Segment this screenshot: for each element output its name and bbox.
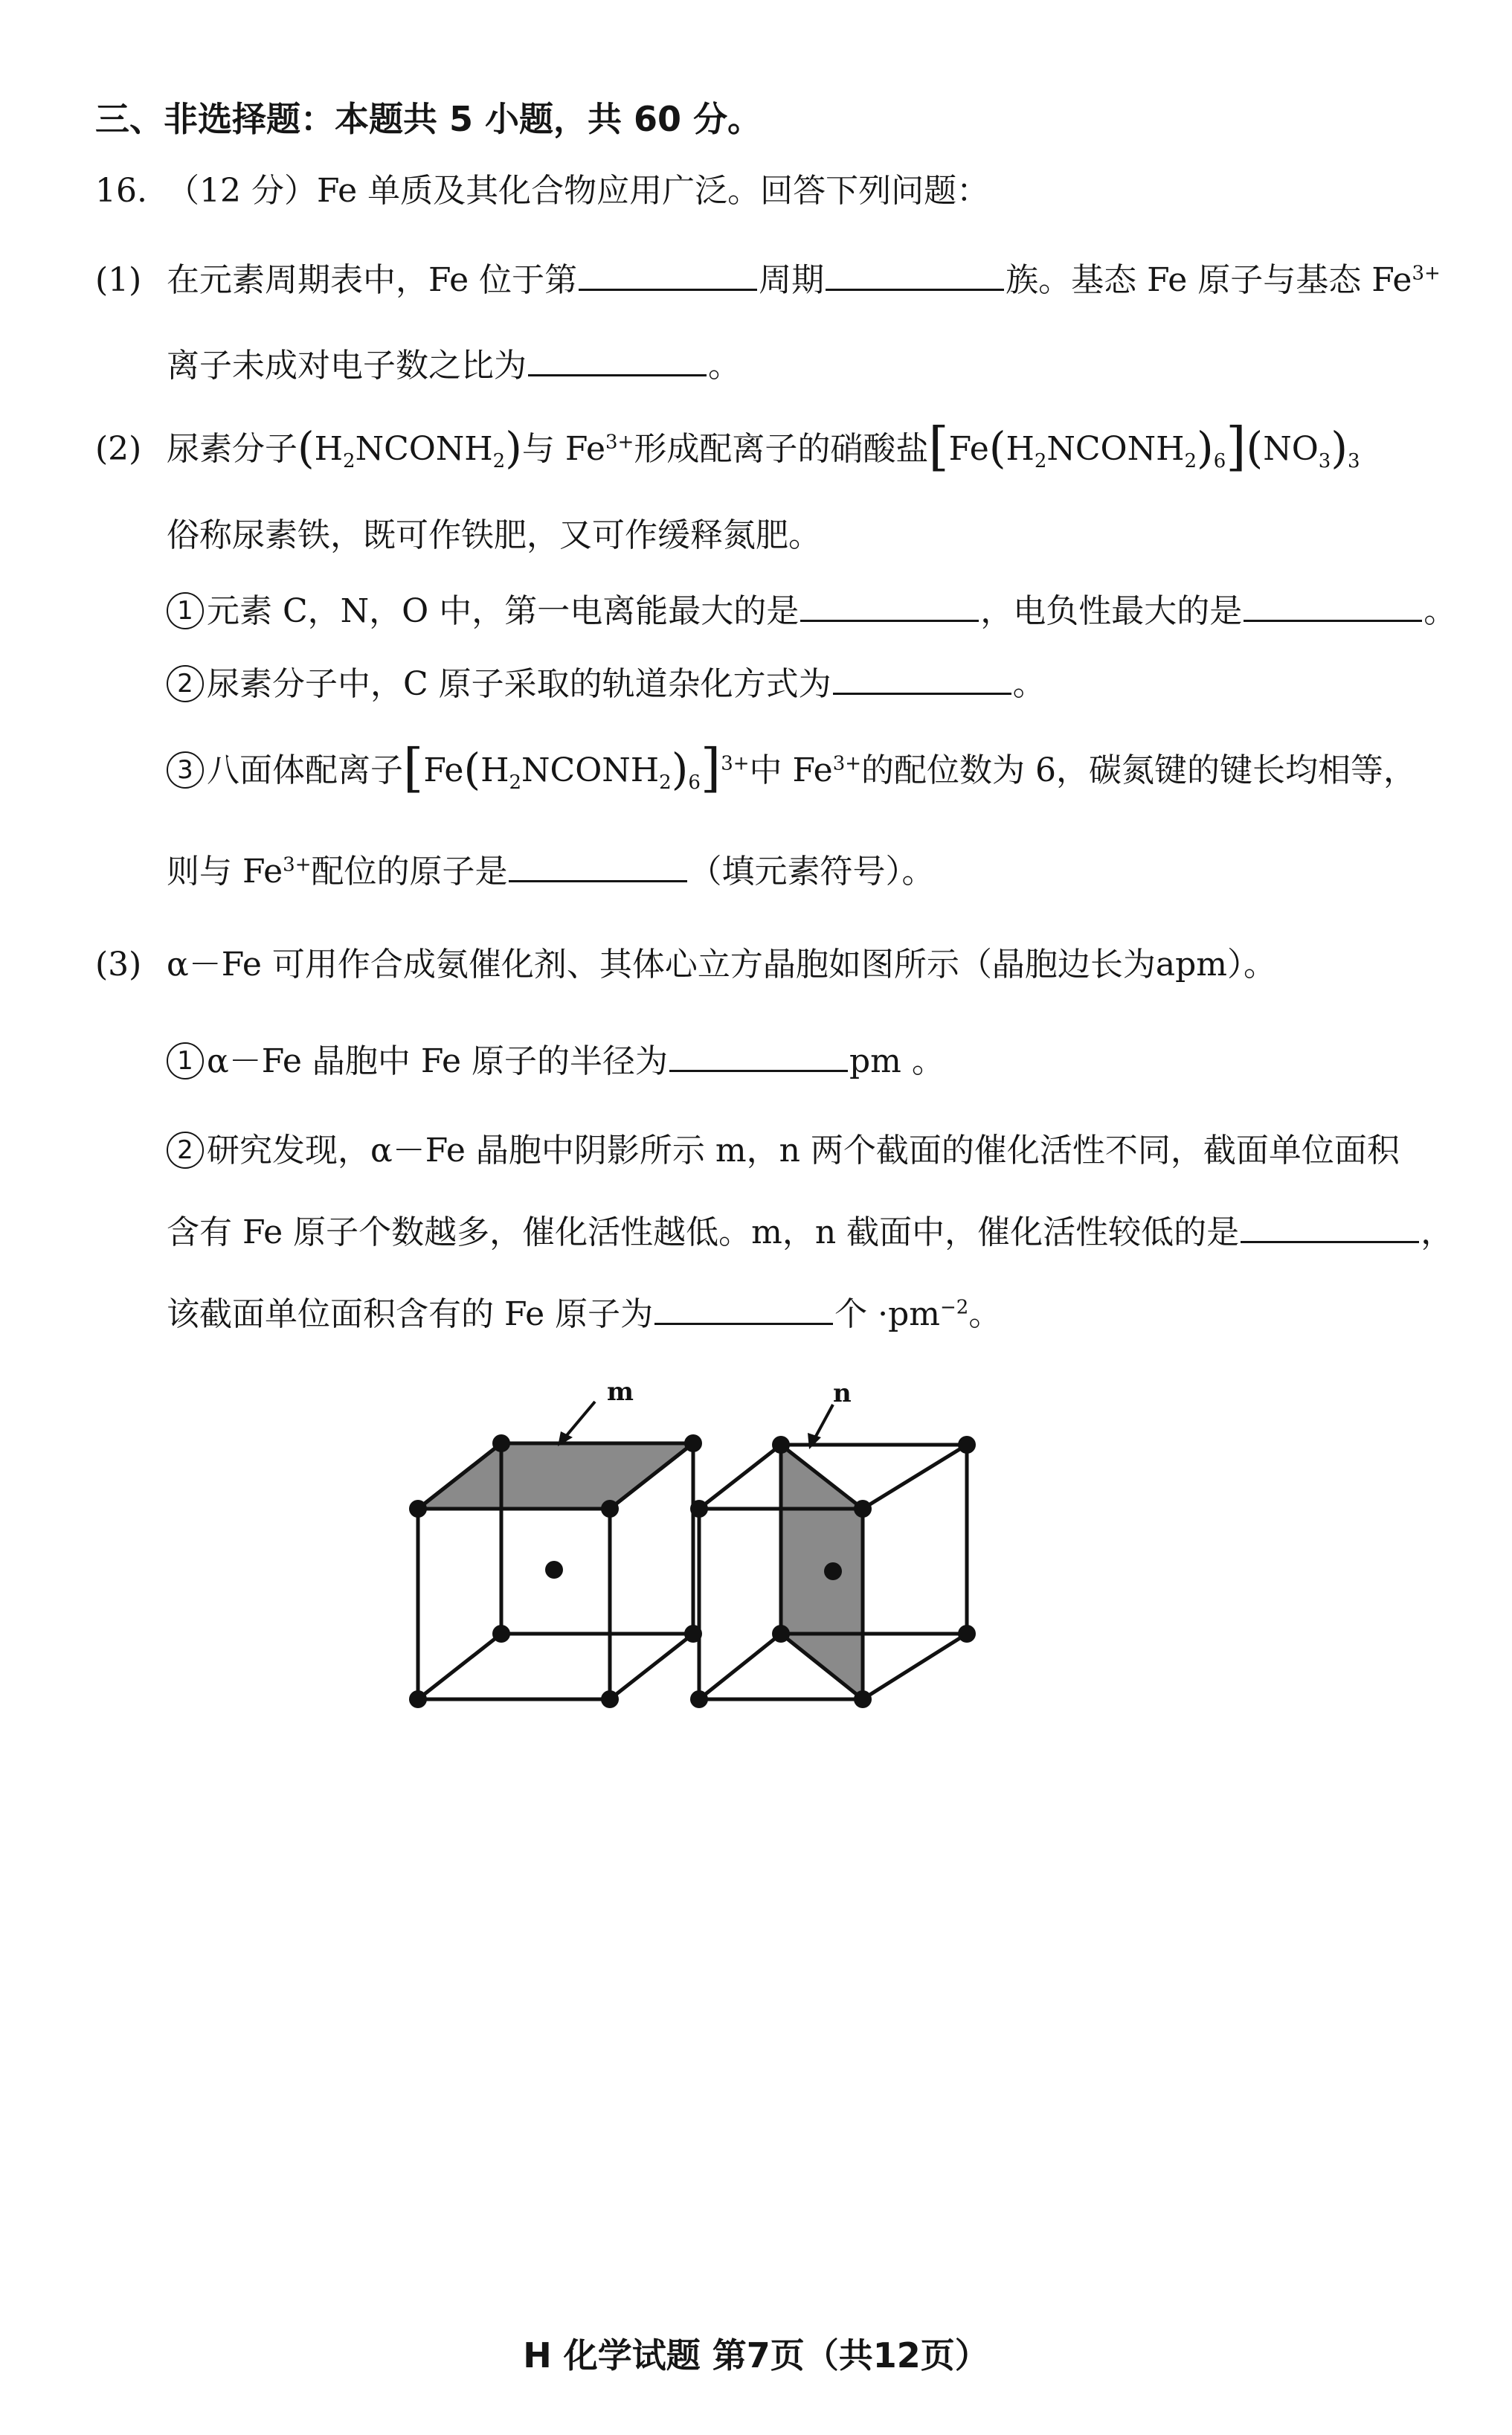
paren-open: ( [988,423,1006,473]
body-center-atom-n [824,1562,842,1580]
paren-close: ) [505,423,522,473]
answer-blank-group[interactable] [826,259,1004,291]
part3-label: (3) [95,946,142,984]
part1-text: 在元素周期表中，Fe 位于第 [167,261,578,299]
formula: NCONH [1046,430,1185,468]
formula: H [480,751,509,789]
question-16-header [95,167,989,215]
part3-q2-line2 [167,1209,1453,1257]
formula-sub: 2 [492,449,506,472]
part2-q3-text: 配位的原子是 [311,853,508,891]
arrow-m [564,1402,595,1439]
part2-q3-text: （填元素符号）。 [689,853,935,891]
unit-exponent: −2 [940,1296,969,1319]
shaded-section-n [781,1445,863,1699]
formula: NCONH [355,430,493,468]
answer-blank-lower-activity[interactable] [1241,1211,1419,1243]
question-points: （12 分） [167,172,317,210]
part3-q2-text: 。 [968,1295,1002,1333]
part2-q3-text: 则与 Fe [167,853,283,891]
paren-open: ( [297,423,315,473]
part3-q2-text: 研究发现，α－Fe 晶胞中阴影所示 m，n 两个截面的催化活性不同，截面单位面积 [207,1132,1400,1170]
question-number: 16. [95,172,147,210]
formula: NCONH [521,751,660,789]
paren-close: ) [1197,423,1214,473]
answer-blank-period[interactable] [579,259,757,291]
circled-number: 2 [167,665,204,702]
part3-q2-text: 个 ·pm [834,1295,941,1333]
part1-line2 [167,342,741,390]
formula-sub: 2 [659,771,672,794]
formula-sub: 3 [1347,449,1360,472]
part2-q2-text: 尿素分子中，C 原子采取的轨道杂化方式为 [207,665,831,703]
circled-number: 2 [167,1132,204,1169]
arrow-n [814,1405,833,1440]
bracket-close: ] [700,737,721,798]
part3-q1 [167,1038,945,1085]
part1-line1 [95,257,1441,304]
bracket-open: [ [928,416,949,477]
bracket-open: [ [403,737,424,798]
circled-number: 3 [167,751,204,789]
formula-sub: 2 [1184,449,1197,472]
part2-text: 尿素分子 [167,430,297,468]
bracket-close: ] [1226,416,1246,477]
answer-blank-radius[interactable] [669,1040,848,1072]
ion-charge: 3+ [721,752,750,775]
answer-blank-ratio[interactable] [528,344,707,376]
unit-cell-m [418,1384,693,1699]
formula-sub: 6 [1213,449,1226,472]
body-center-atom-m [545,1561,563,1579]
answer-blank-electronegativity[interactable] [1244,590,1422,622]
part2-q3-text: 的配位数为 6，碳氮键的键长均相等， [861,751,1416,789]
section-title: 三、非选择题：本题共 5 小题，共 60 分。 [95,99,762,139]
part1-end: 。 [708,347,741,385]
part2-q2-end: 。 [1012,665,1046,703]
part2-q3-text: 八面体配离子 [207,751,403,789]
part3-q2-text: 含有 Fe 原子个数越多，催化活性越低。m，n 截面中，催化活性较低的是 [167,1213,1240,1251]
fe-charge: 3+ [1412,262,1441,285]
part3-text: α－Fe 可用作合成氨催化剂、其体心立方晶胞如图所示（晶胞边长为apm）。 [167,946,1276,984]
paren-open: ( [1246,423,1264,473]
part3-q2-line3 [167,1291,1001,1338]
part1-text: 周期 [759,261,825,299]
bcc-unit-cell-diagrams [387,1384,1130,1726]
part2-q3-line1 [167,737,1416,798]
part2-q1-end: 。 [1423,592,1457,630]
formula-sub: 2 [343,449,356,472]
formula-sub: 6 [688,771,701,794]
formula: H [314,430,344,468]
paren-close: ) [1331,423,1348,473]
answer-blank-hybridization[interactable] [833,663,1011,695]
formula-sub: 2 [509,771,522,794]
part2-q1 [167,588,1456,635]
formula: Fe [948,430,989,468]
arrow-n-head [808,1433,821,1449]
part3-q2-text: ， [1421,1213,1454,1251]
part1-text: 族。基态 Fe 原子与基态 Fe [1006,261,1412,299]
circled-number: 1 [167,1042,204,1079]
part2-line1 [95,416,1360,477]
part1-text: 离子未成对电子数之比为 [167,347,527,385]
page-footer: H 化学试题 第7页（共12页） [523,2335,989,2375]
part2-q2 [167,661,1046,708]
part3-q2-text: 该截面单位面积含有的 Fe 原子为 [167,1295,654,1333]
fe-charge: 3+ [605,431,634,454]
formula: Fe [423,751,464,789]
part2-q3-line2 [167,848,934,896]
part3-q2-line1 [167,1127,1400,1175]
circled-number: 1 [167,592,204,629]
label-m: m [607,1384,634,1407]
part3-q1-text: α－Fe 晶胞中 Fe 原子的半径为 [207,1042,668,1080]
question-intro: Fe 单质及其化合物应用广泛。回答下列问题： [316,172,990,210]
part1-label: (1) [95,261,142,299]
part2-text: 形成配离子的硝酸盐 [634,430,929,468]
part2-label: (2) [95,430,142,468]
part2-q3-text: 中 Fe [749,751,833,789]
paren-close: ) [671,744,689,795]
part2-text: 与 Fe [521,430,606,468]
answer-blank-coordinating-atom[interactable] [509,850,687,882]
fe-charge: 3+ [283,853,312,876]
formula-sub: 3 [1318,449,1331,472]
label-n: n [833,1384,852,1408]
fe-charge: 3+ [832,752,862,775]
part2-line2: 俗称尿素铁，既可作铁肥，又可作缓释氮肥。 [167,516,821,554]
part2-q1-text: 元素 C，N，O 中，第一电离能最大的是 [207,592,800,630]
part2-q1-text: ，电负性最大的是 [980,592,1243,630]
answer-blank-ionization[interactable] [800,590,979,622]
formula-sub: 2 [1034,449,1047,472]
part3-q1-text: pm 。 [849,1042,945,1080]
unit-cell-n [699,1384,967,1699]
formula: NO [1263,430,1319,468]
answer-blank-atom-density[interactable] [654,1293,833,1325]
formula: H [1006,430,1035,468]
part3-line1 [95,941,1276,989]
paren-open: ( [463,744,481,795]
